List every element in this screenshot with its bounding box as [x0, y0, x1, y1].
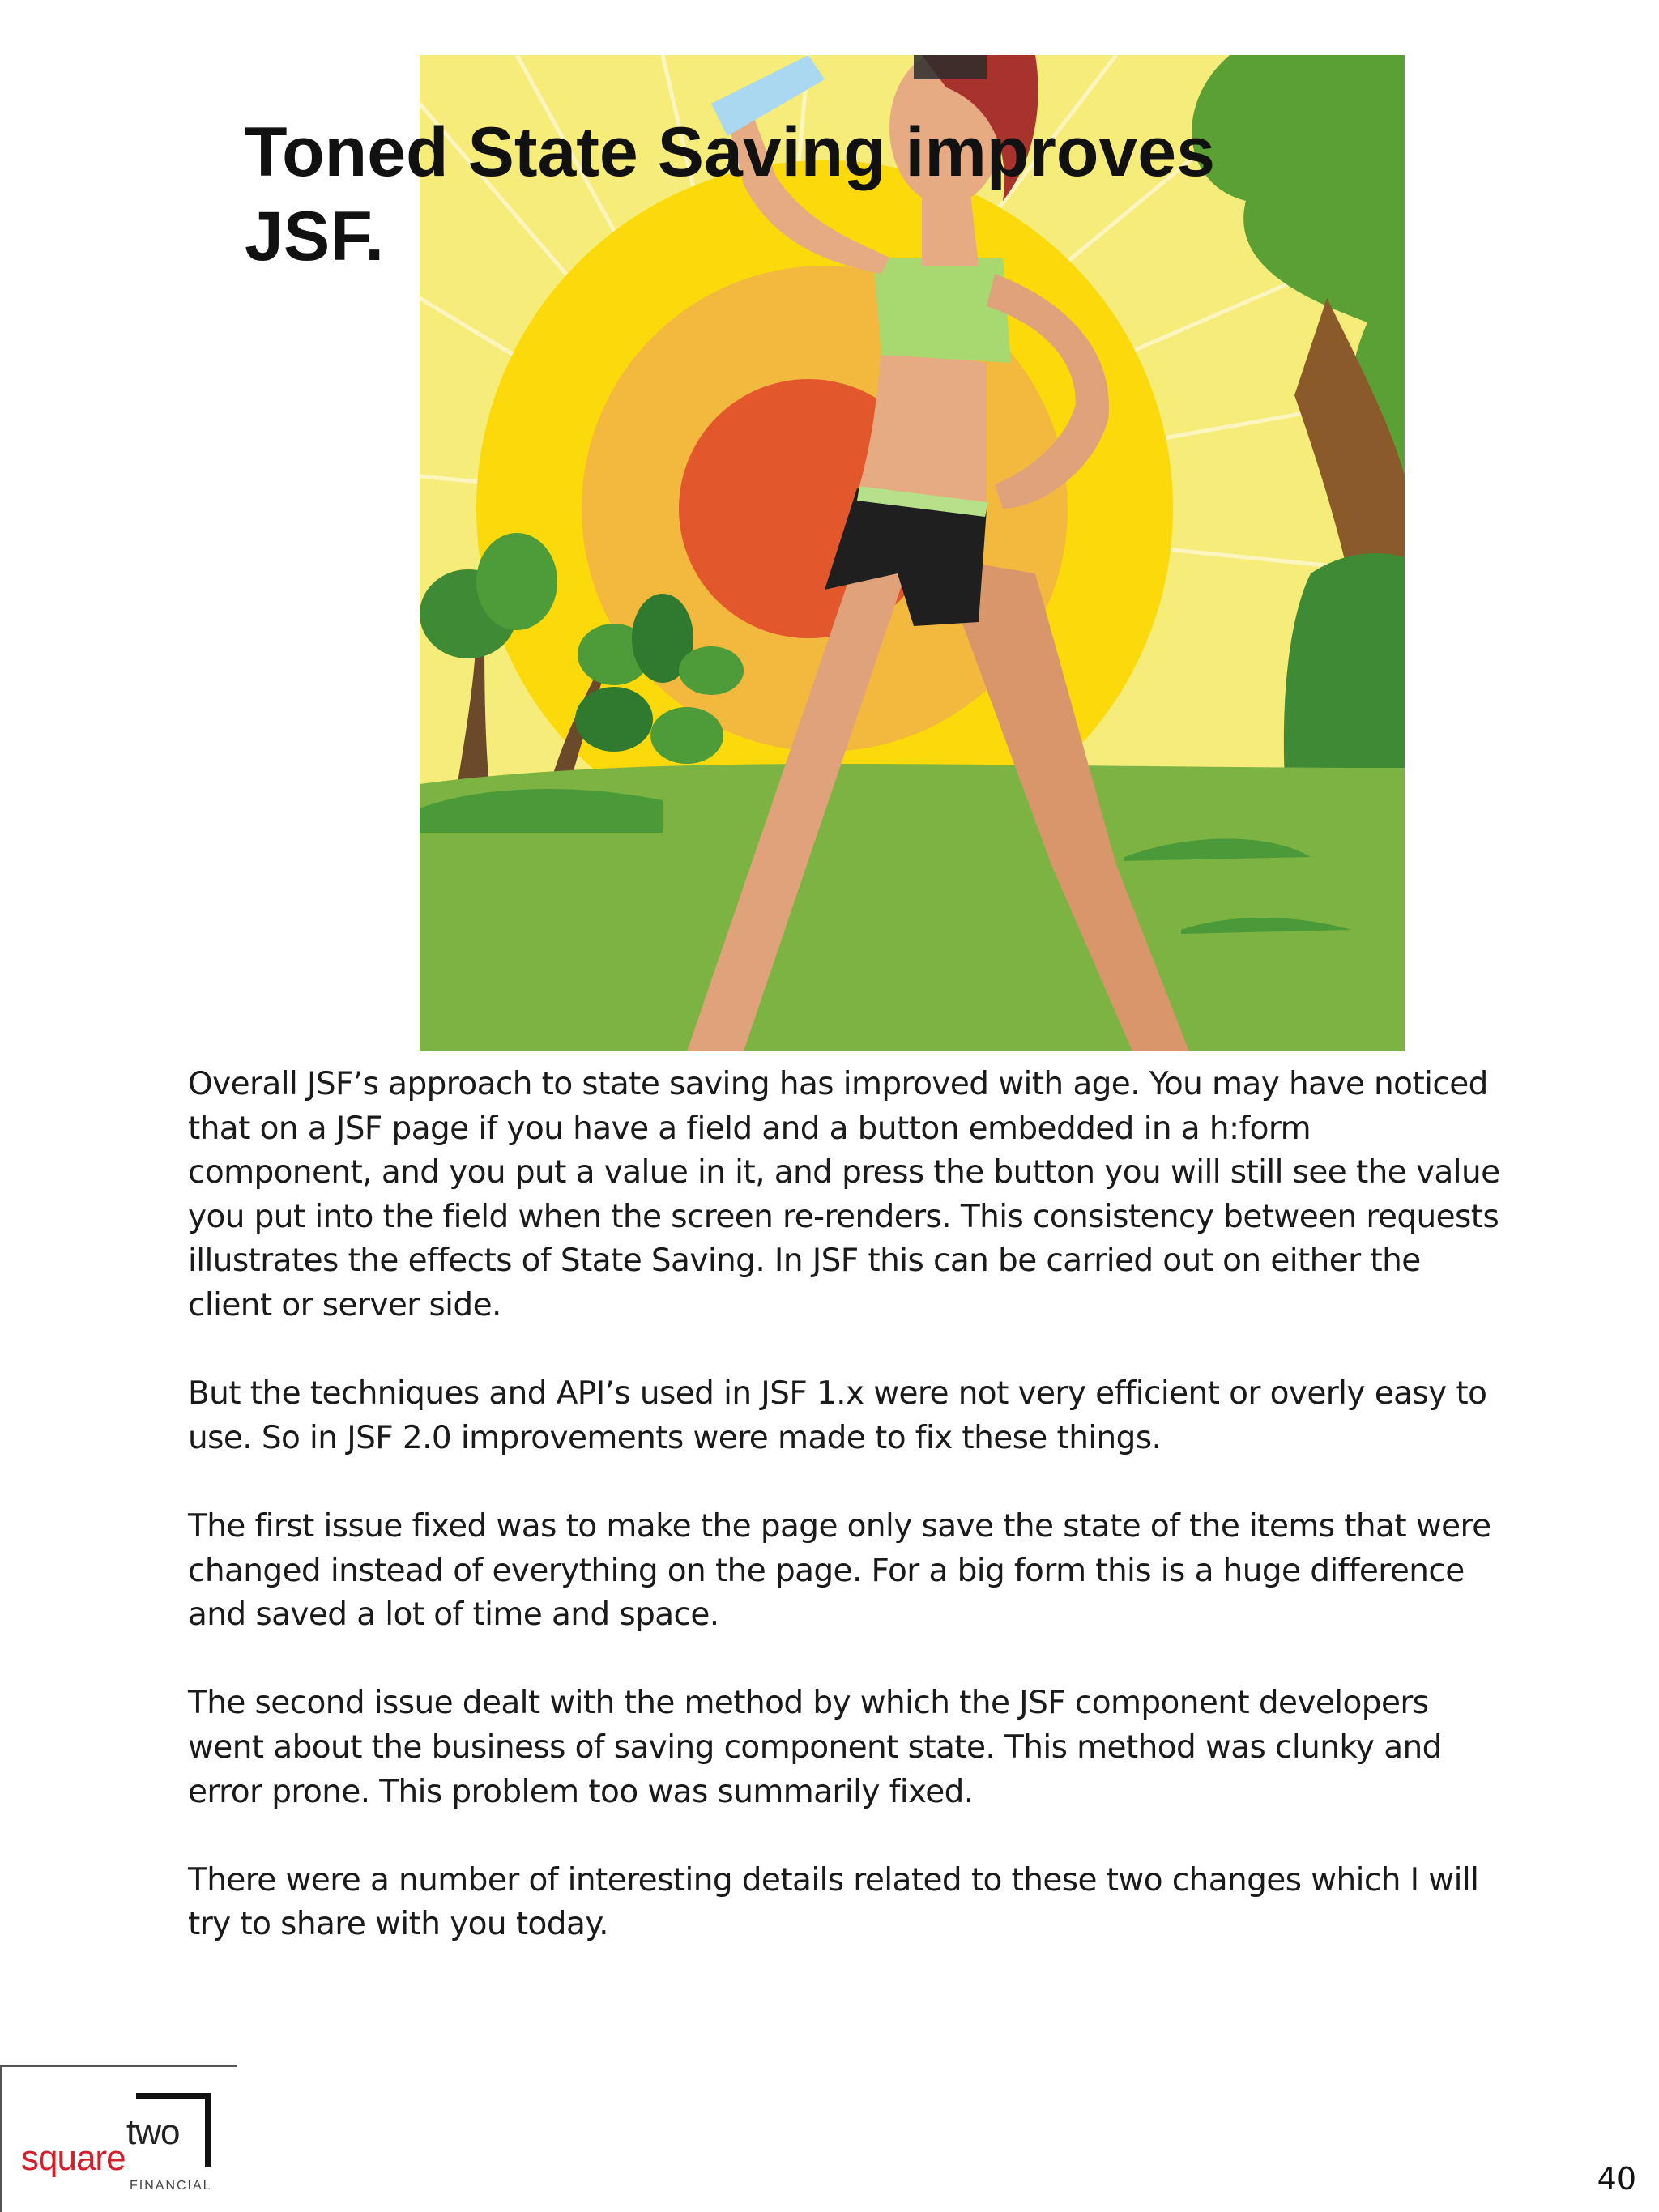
notes-paragraph: Overall JSF’s approach to state saving has improved with age. You may have noticed that on a JSF page if you have a field and a button embedded in a h:form component, and you put a value in it, and press the button you will still see the value you put into the field when the screen re-renders. This consistency between requests illustrates the effects of State Saving. In JSF this can be carried out on either the client or server side.: [188, 1066, 1500, 1323]
notes-paragraph: But the techniques and API’s used in JSF 1.x were not very efficient or overly easy to use. So in JSF 2.0 improvements were made to fix these things.: [188, 1375, 1487, 1456]
page-number: 40: [1597, 2161, 1636, 2197]
logo-word-financial: FINANCIAL: [130, 2179, 212, 2193]
notes-paragraph: There were a number of interesting details related to these two changes which I will try to share with you today.: [188, 1861, 1479, 1943]
slide-title-line-2: JSF.: [245, 198, 385, 275]
logo-word-square: square: [21, 2138, 126, 2178]
notes-paragraph: The second issue dealt with the method by which the JSF component developers went about the business of saving component state. This method was clunky and error prone. This problem too was summarily fixed.: [188, 1685, 1442, 1810]
slide-title-line-1: Toned State Saving improves: [245, 113, 1215, 191]
notes-paragraph: The first issue fixed was to make the page only save the state of the items that were changed instead of everything on the page. For a big form this is a huge difference and saved a lot of time and space.: [188, 1507, 1491, 1634]
slide-title: [245, 110, 1298, 279]
speaker-notes: [188, 1063, 1500, 1947]
logo-word-two: two: [126, 2112, 180, 2152]
